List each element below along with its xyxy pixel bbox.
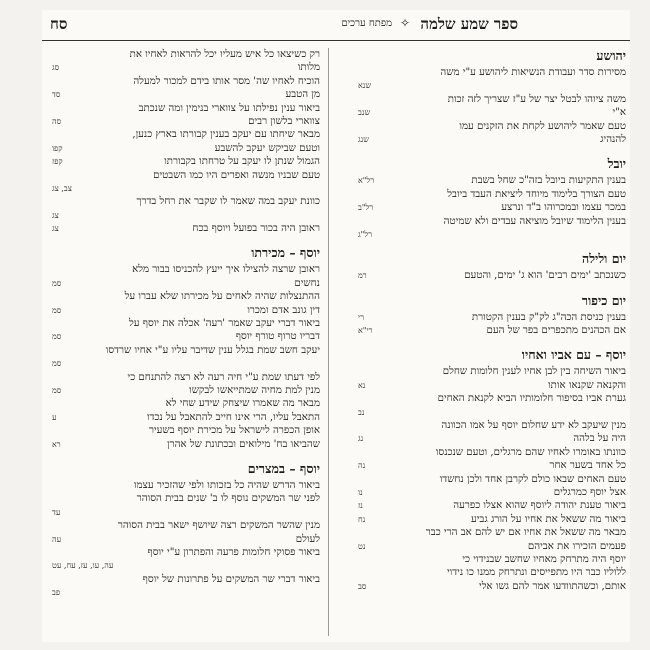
index-line [52,424,320,437]
line-text: כל אחד בשער אחר [549,460,626,472]
line-text: ראובן היה בכור בפועל ויוסף בכח [192,223,320,235]
page-reference: ע [52,412,57,422]
index-line [358,580,626,593]
index-line [52,479,320,492]
page-reference: סד [52,90,61,100]
index-line [52,357,320,370]
page-reference: צב, צג [52,183,72,193]
page-reference: רמ [358,271,367,281]
index-line [358,553,626,566]
index-line [52,290,320,303]
index-line [358,432,626,445]
page-reference: נח [358,514,366,524]
line-text: בענין התקיעות ביובל בזה"כ שחל בשבת [471,175,626,187]
index-line [52,263,320,276]
book-title: ספר שמע שלמה [420,15,518,33]
page-reference: עה, עו, עז, עח, עט [52,561,114,571]
line-text: מסירות סדר ועבודת הנשיאות ליהושע ע"י משה [440,67,626,78]
index-line [358,106,626,119]
line-text: פעמים הזכירו את אביהם [527,540,626,552]
index-line [358,120,626,133]
line-text: אותם, וכשהתוודעו אמר להם גשו אלי [479,580,626,592]
line-text: הוכיח לאחיו שה' מסר אותו בידם למכור למעלה [133,75,320,87]
line-text: במכר עצמו ובמכרוהו ב"ד ונרצע [501,202,626,214]
page-reference: נו [358,487,363,497]
index-line [358,93,626,106]
index-line [358,201,626,214]
index-line [52,506,320,519]
page-number: סח [50,15,68,33]
line-text: ללוליו כבר היו מתפייסים ונתרחק ממנו כו נידוי [447,567,626,579]
entry-title: יוסף – עם אביו ואחיו [521,347,626,363]
index-line [358,188,626,201]
page-reference: נב [358,407,365,417]
line-text: והקנאה שקנאו אותו [548,379,626,391]
index-line [52,155,320,168]
line-text: אם הכהנים מתכפרים בפר של העם [486,325,626,337]
line-text: דין גונב אדם ומכרו [247,304,320,316]
line-text: א"י [612,107,626,119]
line-text: מבאר שיחתו עם יעקב בענין קבורתו בארץ כנען, [132,129,320,141]
index-line [358,324,626,337]
line-text: יוסף היה מתרחק מאחיו שחשב שבנידוי כי [462,553,626,565]
line-text: רק כשיצאו כל איש מעליו יכל להראות לאחיו את [129,49,320,60]
page [42,10,630,642]
page-reference: צג [52,210,59,220]
index-line [52,317,320,330]
index-line [52,546,320,559]
page-reference: רי [358,312,365,322]
index-line [358,540,626,553]
page-reference: רל"א [358,176,375,186]
page-reference: פב [52,588,61,598]
page-reference: סמ [52,385,62,395]
index-line [358,66,626,79]
line-text: בענין כניסת הכה"ג לק"ק בענין הקטורת [471,311,626,323]
column-divider [328,48,329,636]
line-text: ביאור ענין נפילתו על צווארי בנימין ומה שנכתב [138,102,320,114]
index-line [52,209,320,222]
index-line [358,526,626,539]
index-line [52,519,320,532]
line-text: להנהיג [600,133,626,145]
index-line [358,174,626,187]
line-text: מבאר מה שאמרו שיצחק שידע שחי לא [165,398,320,410]
line-text: התאבל עליו, הרי אינו חייב להתאבל על נכדו [146,411,320,423]
right-column [358,48,626,593]
index-line [52,371,320,384]
index-line [52,115,320,128]
page-reference: סמ [52,332,62,342]
entry-title: יום ולילה [582,251,626,267]
index-line [52,533,320,546]
line-text: משה ציוהו לבטל יצר של ע"ז שצריך לזה זכות [447,93,626,105]
index-line [358,446,626,459]
index-line [52,88,320,101]
page-reference: רל"ב [358,203,374,213]
line-text: טעם שאמר ליהושע לקחת את הזקנים עמו [459,120,626,132]
entry-title: יוסף – במצרים [247,460,320,476]
line-text: גערת אביו בסיפור חלומותיו הביא לקנאת האחים [437,393,626,405]
line-text: ביאור דברי שר המשקים על פתרונות של יוסף [142,573,320,585]
index-line [358,419,626,432]
page-reference: קפו [52,143,63,153]
index-line [52,344,320,357]
index-line [52,61,320,74]
left-column [52,48,320,599]
line-text: ביאור הדרש שהיה כל בזכותו ולפי שהזכיר עצמו [133,479,320,491]
line-text: כשנכתב 'ימים רבים' הוא ג' ימים, והטעם [464,270,626,282]
index-line [52,195,320,208]
index-line [358,499,626,512]
line-text: לפני שר המשקים נוסף לו ב' שנים בבית הסוהר [136,493,320,505]
line-text: טעם שבניו מנשה ואפרים היו כמו השבטים [153,169,320,181]
line-text: לפי דעתו שמת ע"י חיה רעה לא רצה להתנחם כי [127,371,320,383]
index-line [52,438,320,451]
index-line [358,311,626,324]
line-text: ביאור טענת יהודה ליוסף שהוא אצלו כפרעה [453,500,626,512]
index-line [52,128,320,141]
page-reference: צג [52,224,59,234]
line-text: כוונתו באומרו לאחיו שהם מרגלים, וטעם שנכנסו [435,446,626,458]
index-line [358,133,626,146]
page-reference: קפז [52,157,63,167]
page-reference: סה [52,116,62,126]
line-text: טעם הצורך בלימוד מיוחד ליציאת העבד ביובל [447,188,626,200]
index-line [358,473,626,486]
page-reference: סמ [52,305,62,315]
index-line [52,182,320,195]
line-text: מנין למת מחיה שמתייאשו לבקשו [189,384,320,396]
index-line [52,169,320,182]
line-text: מנין שהשר המשקים רצה שיושף ישאר בבית הסוהר [117,520,320,532]
line-text: טעם האחים שבאו כולם לקרבן אחד ולכן נחשדו [439,473,626,485]
index-line [52,492,320,505]
entry-title: יוסף – מכירתו [251,245,320,261]
page-reference: נז [358,501,363,511]
page-reference: עה [52,534,62,544]
page-reference: שנג [358,134,369,144]
line-text: ביאור פסוקי חלומות פרעה והפתרון ע"י יוסף [147,546,320,558]
index-line [358,566,626,579]
line-text: הגמול שנתן לו יעקב על טרחתו בקבורתו [164,156,320,168]
index-line [52,411,320,424]
index-line [52,586,320,599]
line-text: לעולם [295,533,320,545]
line-text: שהביאו בח' מילואים ובכתונת של אהרן [167,438,320,450]
index-line [358,379,626,392]
page-reference: סג [52,63,60,73]
line-text: ביאור דברי יעקב שאמר 'רעה' אכלה את יוסף על [128,318,320,330]
page-reference: נט [358,541,366,551]
line-text: ביאור השיחה בין לבן אחיו לענין חלומות שחלם [442,366,626,378]
line-text: ביאור מה ששאל את אחיו על הורג גביע [471,513,626,525]
index-line [358,459,626,472]
index-line [52,559,320,572]
index-line [52,330,320,343]
index-line [358,269,626,282]
entry-title: יובל [607,156,626,172]
page-reference: רי"א [358,326,373,336]
line-text: מבאר מה ששאל את אחיו אם יש להם אב הרי כבר [425,527,626,539]
index-line [358,79,626,92]
index-line [52,277,320,290]
index-line [52,75,320,88]
line-text: מנין שיעקב לא ידע שחלום יוסף על אמו הכוונה [441,420,626,432]
line-text: ההתנצלות שהיה לאחים על מכירתו שלא עברו על [124,291,320,303]
page-reference: רל"ג [358,229,372,239]
index-line [358,392,626,405]
index-line [52,384,320,397]
index-line [52,48,320,61]
entry-title: יום כיפור [581,292,626,308]
page-reference: רא [52,439,61,449]
line-text: כוונת יעקב במה שאמר לו שקבר את רחל בדרך [136,196,320,208]
index-line [358,215,626,228]
section-subtitle: מפתח ערכים [341,18,392,29]
index-line [358,486,626,499]
line-text: יעקב חשב שמת בגלל ענין שדיבר עליו ע"י אחיו שרדסו [105,344,320,356]
line-text: אופן הכפרה לישראל על מכירת יוסף בשעיר [148,425,320,437]
line-text: דבריו טרוף טורף יוסף [235,331,320,343]
index-line [358,365,626,378]
line-text: צווארי בלשון רבים [248,115,320,127]
index-line [358,406,626,419]
line-text: בענין הלימוד שיובל מוציאה עבדים ולא שמיטה [443,215,626,227]
index-line [52,304,320,317]
page-reference: סמ [52,278,62,288]
page-reference: שנא [358,81,372,91]
page-reference: שנב [358,108,371,118]
running-header [42,10,630,41]
line-text: ראובן שרצה להצילו איך ייעץ להכניסו בבור מלא [132,264,320,276]
page-reference: נא [358,380,366,390]
index-line [52,142,320,155]
index-line [52,573,320,586]
index-line [52,222,320,235]
line-text: היה על בלהה [573,433,626,445]
separator-star-icon: ✧ [399,16,410,30]
index-line [52,102,320,115]
line-text: מן הטבע [285,89,320,101]
index-line [358,513,626,526]
entry-title: יהושע [596,48,626,63]
page-reference: עד [52,507,61,517]
line-text: אצל יוסף כמרגלים [553,486,626,498]
page-reference: נה [358,461,366,471]
line-text: וטעם שביקש יעקב להשבע [214,142,320,154]
line-text: מלותו [297,62,320,74]
page-reference: סמ [52,359,62,369]
line-text: נחשים [294,277,320,289]
page-reference: סב [358,581,367,591]
index-line [52,397,320,410]
page-reference: נג [358,434,364,444]
index-line [358,228,626,241]
